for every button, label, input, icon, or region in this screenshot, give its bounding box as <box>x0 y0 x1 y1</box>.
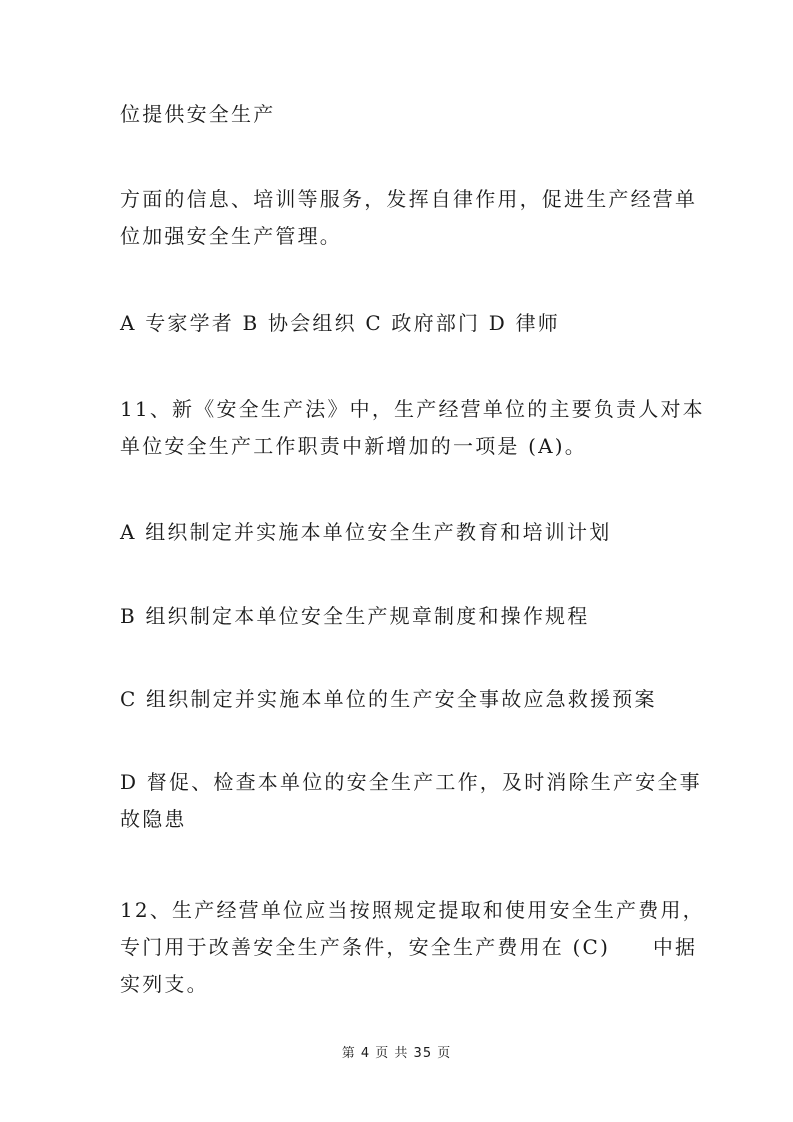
text-line: 实列支。 <box>120 972 209 996</box>
text-line: 位提供安全生产 <box>120 102 276 126</box>
question-10-options <box>120 305 676 342</box>
paragraph-continuation-2 <box>120 181 698 255</box>
question-11-option-a <box>120 514 676 551</box>
question-11-option-b <box>120 598 676 635</box>
page-footer: 第 4 页 共 35 页 <box>341 1046 452 1061</box>
question-11-option-d <box>120 764 702 838</box>
question-11-option-c <box>120 681 676 718</box>
text-line: C 组织制定并实施本单位的生产安全事故应急救援预案 <box>120 687 657 711</box>
text-line: 位加强安全生产管理。 <box>120 224 342 248</box>
text-line: 单位安全生产工作职责中新增加的一项是 (A)。 <box>120 434 588 458</box>
text-line: 11、新《安全生产法》中，生产经营单位的主要负责人对本 <box>120 397 705 421</box>
text-line: A 专家学者 B 协会组织 C 政府部门 D 律师 <box>120 311 560 335</box>
text-line: B 组织制定本单位安全生产规章制度和操作规程 <box>120 604 590 628</box>
text-line: 专门用于改善安全生产条件，安全生产费用在 (C) 中据 <box>120 935 698 959</box>
question-11 <box>120 391 705 465</box>
text-line: 12、生产经营单位应当按照规定提取和使用安全生产费用， <box>120 898 705 922</box>
question-12 <box>120 892 705 1003</box>
text-line: 方面的信息、培训等服务，发挥自律作用，促进生产经营单 <box>120 187 698 211</box>
paragraph-continuation-1 <box>120 96 676 133</box>
text-line: D 督促、检查本单位的安全生产工作，及时消除生产安全事 <box>120 770 702 794</box>
text-line: A 组织制定并实施本单位安全生产教育和培训计划 <box>120 520 612 544</box>
text-line: 故隐患 <box>120 807 187 831</box>
